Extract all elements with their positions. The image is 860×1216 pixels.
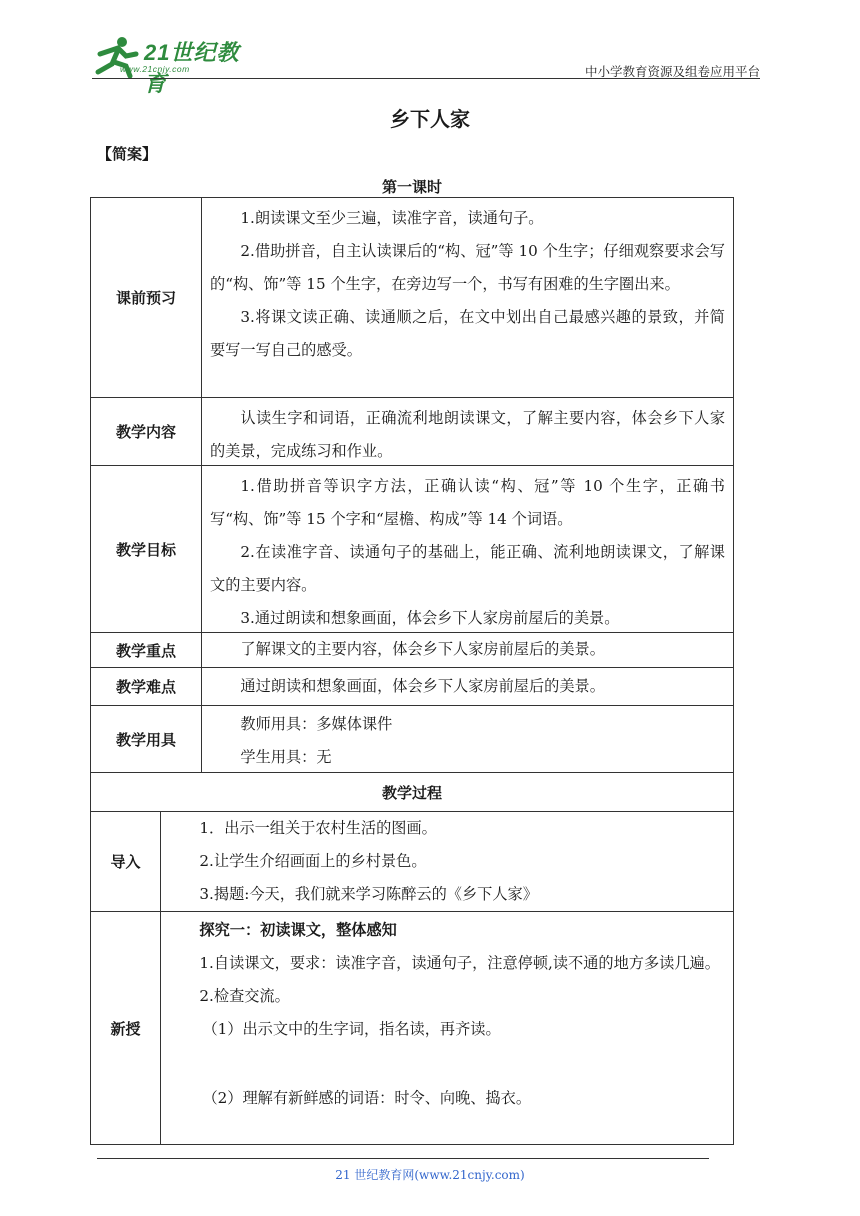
header-platform-text: 中小学教育资源及组卷应用平台: [584, 64, 760, 79]
footer-divider: [97, 1158, 709, 1159]
row-content: [161, 912, 733, 1144]
paragraph: 3.揭题:今天，我们就来学习陈醉云的《乡下人家》: [199, 885, 538, 903]
paragraph: 1.朗读课文至少三遍，读准字音，读通句子。: [240, 209, 544, 227]
footer-text: 21 世纪教育网(www.21cnjy.com): [335, 1168, 525, 1182]
section-tag: 【简案】: [97, 145, 158, 163]
subheading: 探究一：初读课文，整体感知: [199, 921, 397, 939]
paragraph: 2.让学生介绍画面上的乡村景色。: [199, 852, 427, 870]
row-label: 教学目标: [91, 466, 202, 632]
paragraph: 3.通过朗读和想象画面，体会乡下人家房前屋后的美景。: [240, 609, 620, 627]
logo: [92, 34, 262, 96]
process-heading: 教学过程: [381, 783, 442, 802]
row-content: [202, 466, 733, 632]
row-label: 导入: [91, 812, 161, 911]
paragraph: 学生用具：无: [240, 748, 332, 766]
paragraph: 1．出示一组关于农村生活的图画。: [199, 819, 437, 837]
row-content: [202, 633, 733, 667]
row-content: [202, 398, 733, 465]
row-content: [161, 812, 733, 911]
page-title: 乡下人家: [390, 107, 470, 131]
header-divider: [92, 78, 760, 79]
row-label: 新授: [91, 912, 161, 1144]
row-intro: [90, 812, 734, 912]
row-new-lesson: [90, 912, 734, 1145]
row-content: [202, 668, 733, 705]
paragraph: 1.自读课文，要求：读准字音，读通句子，注意停顿,读不通的地方多读几遍。: [199, 954, 720, 972]
paragraph: 认读生字和词语，正确流利地朗读课文，了解主要内容，体会乡下人家的美景，完成练习和作业。: [210, 409, 725, 460]
blank-line: [169, 1046, 725, 1082]
row-label: 教学内容: [91, 398, 202, 465]
row-process-header: [90, 773, 734, 812]
lesson-title: 第一课时: [381, 178, 442, 196]
row-difficulty: [90, 668, 734, 706]
paragraph: 1.借助拼音等识字方法，正确认读“构、冠”等 10 个生字，正确书写“构、饰”等 15 个字和“屋檐、构成”等 14 个词语。: [210, 477, 725, 528]
paragraph: 教师用具：多媒体课件: [240, 715, 393, 733]
logo-url: www.21cnjy.com: [120, 64, 190, 74]
paragraph: 2.借助拼音，自主认读课后的“构、冠”等 10 个生字；仔细观察要求会写的“构、饰”等 15 个生字，在旁边写一个，书写有困难的生字圈出来。: [210, 242, 725, 293]
row-key-point: [90, 633, 734, 668]
paragraph: （2）理解有新鲜感的词语：时令、向晚、捣衣。: [202, 1089, 532, 1107]
row-content: [202, 706, 733, 772]
row-label: 课前预习: [91, 198, 202, 397]
paragraph: 了解课文的主要内容，体会乡下人家房前屋后的美景。: [240, 640, 605, 658]
paragraph: 通过朗读和想象画面，体会乡下人家房前屋后的美景。: [240, 677, 605, 695]
row-tools: [90, 706, 734, 773]
paragraph: 2.检查交流。: [199, 987, 290, 1005]
row-label: 教学重点: [91, 633, 202, 667]
paragraph: 3.将课文读正确、读通顺之后，在文中划出自己最感兴趣的景致，并简要写一写自己的感受。: [210, 308, 725, 359]
row-label: 教学用具: [91, 706, 202, 772]
row-preview: [90, 197, 734, 398]
logo-text: 21世纪教育: [144, 40, 240, 96]
row-content: [202, 198, 733, 397]
row-goals: [90, 466, 734, 633]
paragraph: 2.在读准字音、读通句子的基础上，能正确、流利地朗读课文，了解课文的主要内容。: [210, 543, 725, 594]
page-header: [92, 30, 760, 96]
paragraph: （1）出示文中的生字词，指名读，再齐读。: [202, 1020, 501, 1038]
row-content-summary: [90, 398, 734, 466]
row-label: 教学难点: [91, 668, 202, 705]
